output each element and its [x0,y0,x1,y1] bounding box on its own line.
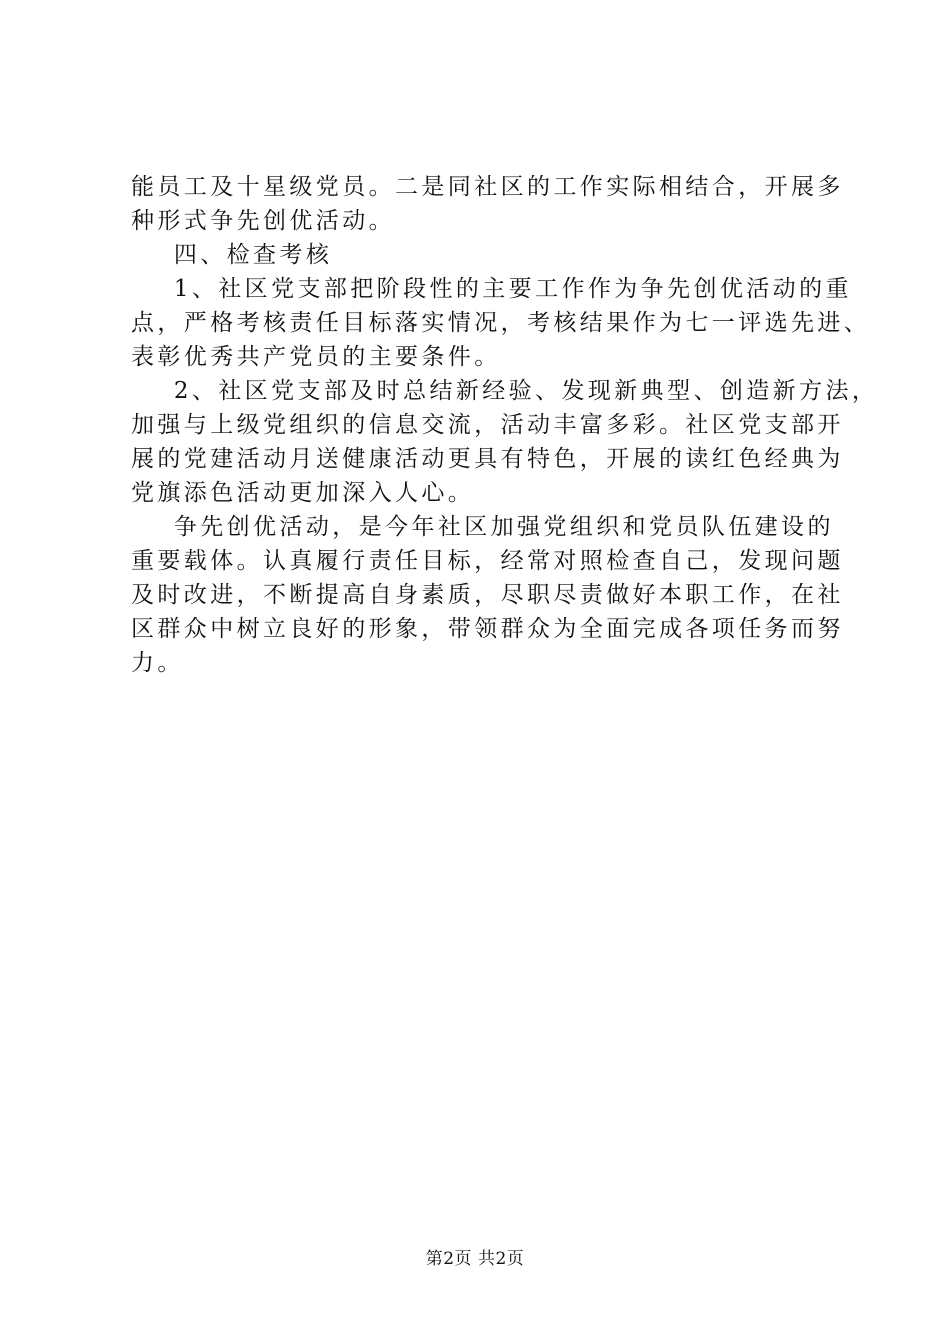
text-line: 点，严格考核责任目标落实情况，考核结果作为七一评选先进、 [131,310,871,336]
text-line: 展的党建活动月送健康活动更具有特色，开展的读红色经典为 [131,446,844,472]
section-heading: 四、检查考核 [131,242,333,268]
text-line: 2、社区党支部及时总结新经验、发现新典型、创造新方法， [131,378,879,404]
text-line: 党旗添色活动更加深入人心。 [131,480,475,506]
text-line: 力。 [131,650,184,676]
text-line: 及时改进，不断提高自身素质，尽职尽责做好本职工作，在社 [131,582,844,608]
text-line: 争先创优活动，是今年社区加强党组织和党员队伍建设的 [131,514,834,540]
text-line: 区群众中树立良好的形象，带领群众为全面完成各项任务而努 [131,616,844,642]
text-line: 种形式争先创优活动。 [131,208,395,234]
text-line: 加强与上级党组织的信息交流，活动丰富多彩。社区党支部开 [131,412,844,438]
text-line: 重要载体。认真履行责任目标，经常对照检查自己，发现问题 [131,548,844,574]
text-line: 能员工及十星级党员。二是同社区的工作实际相结合，开展多 [131,174,844,200]
text-line: 表彰优秀共产党员的主要条件。 [131,344,501,370]
document-body [131,170,879,680]
page-number-footer: 第2页 共2页 [425,1249,525,1269]
text-line: 1、社区党支部把阶段性的主要工作作为争先创优活动的重 [131,276,852,302]
